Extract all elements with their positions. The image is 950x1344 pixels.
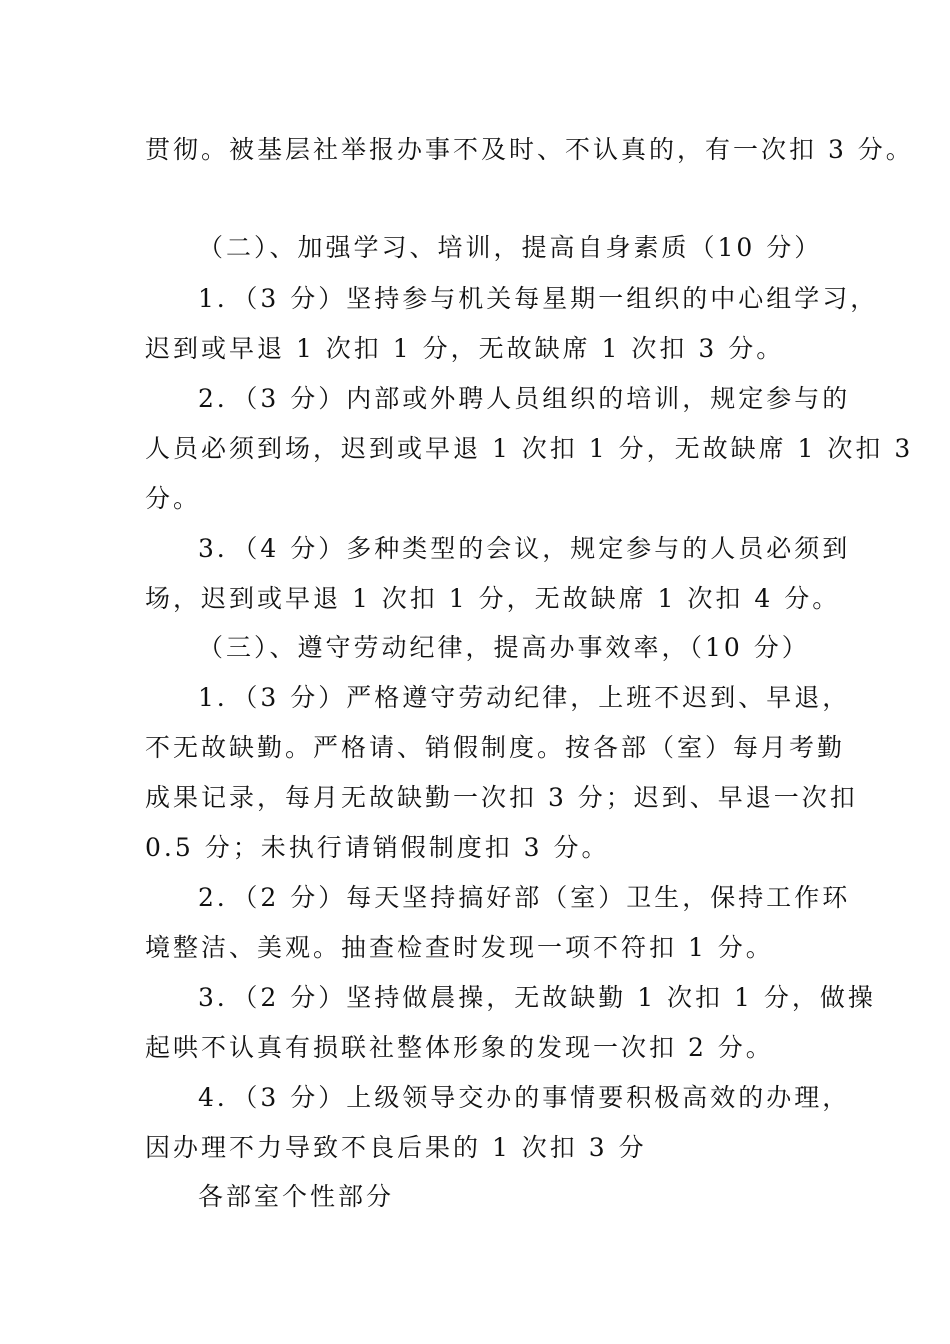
text-line-continuation-1: 贯彻。被基层社举报办事不及时、不认真的，有一次扣 3 分。 [145, 135, 914, 164]
item-3-4-line-2: 因办理不力导致不良后果的 1 次扣 3 分 [145, 1133, 647, 1162]
item-2-1-line-2: 迟到或早退 1 次扣 1 分，无故缺席 1 次扣 3 分。 [145, 334, 785, 363]
item-3-2-line-2: 境整洁、美观。抽查检查时发现一项不符扣 1 分。 [145, 933, 774, 962]
section-heading-individual: 各部室个性部分 [198, 1182, 395, 1211]
item-3-1-line-3: 成果记录，每月无故缺勤一次扣 3 分；迟到、早退一次扣 [145, 783, 858, 812]
item-3-3-line-2: 起哄不认真有损联社整体形象的发现一次扣 2 分。 [145, 1033, 774, 1062]
item-3-4-line-1: 4．（3 分）上级领导交办的事情要积极高效的办理， [198, 1083, 851, 1112]
item-3-3-line-1: 3．（2 分）坚持做晨操，无故缺勤 1 次扣 1 分，做操 [198, 983, 876, 1012]
section-heading-2: （二）、加强学习、培训，提高自身素质（10 分） [198, 233, 823, 262]
item-2-3-line-2: 场，迟到或早退 1 次扣 1 分，无故缺席 1 次扣 4 分。 [145, 584, 841, 613]
item-3-2-line-1: 2．（2 分）每天坚持搞好部（室）卫生，保持工作环 [198, 883, 851, 912]
item-2-3-line-1: 3．（4 分）多种类型的会议，规定参与的人员必须到 [198, 534, 851, 563]
item-3-1-line-2: 不无故缺勤。严格请、销假制度。按各部（室）每月考勤 [145, 733, 846, 762]
item-2-2-line-3: 分。 [145, 484, 202, 513]
item-3-1-line-1: 1．（3 分）严格遵守劳动纪律，上班不迟到、早退， [198, 683, 851, 712]
item-3-1-line-4: 0.5 分；未执行请销假制度扣 3 分。 [145, 833, 610, 862]
item-2-2-line-1: 2．（3 分）内部或外聘人员组织的培训，规定参与的 [198, 384, 851, 413]
item-2-1-line-1: 1．（3 分）坚持参与机关每星期一组织的中心组学习， [198, 284, 879, 313]
item-2-2-line-2: 人员必须到场，迟到或早退 1 次扣 1 分，无故缺席 1 次扣 3 [145, 434, 914, 463]
section-heading-3: （三）、遵守劳动纪律，提高办事效率，（10 分） [198, 633, 810, 662]
